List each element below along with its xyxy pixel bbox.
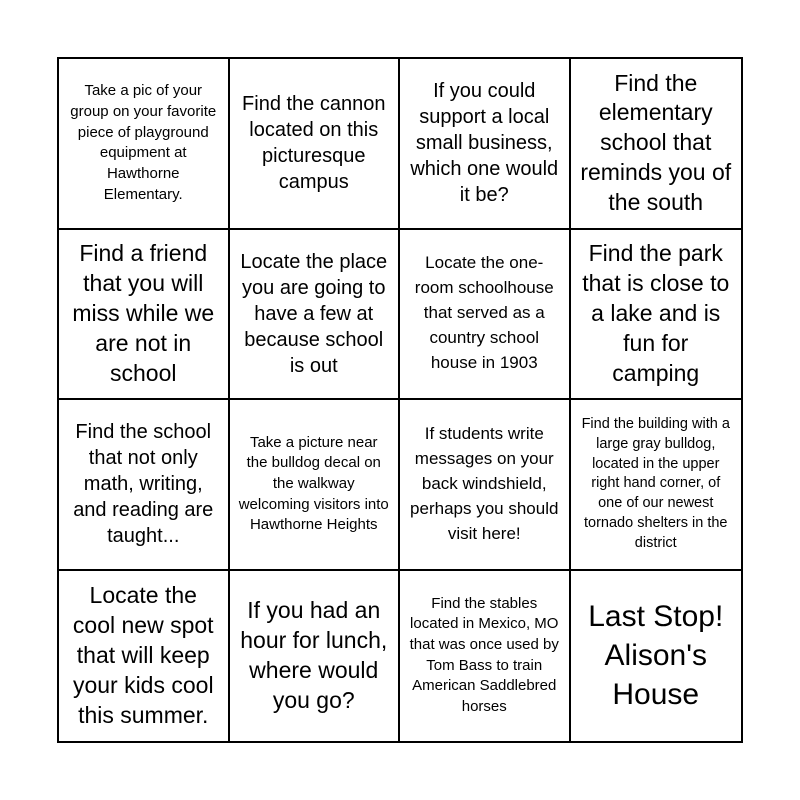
bingo-cell[interactable] bbox=[59, 571, 230, 742]
bingo-cell[interactable] bbox=[59, 59, 230, 230]
bingo-cell-text: Take a picture near the bulldog decal on the walkway welcoming visitors into Hawthorne Heights bbox=[238, 433, 389, 534]
bingo-cell[interactable] bbox=[230, 571, 401, 742]
bingo-board bbox=[57, 57, 743, 743]
bingo-cell-text: Find the cannon located on this picturesque campus bbox=[242, 93, 386, 194]
bingo-cell-text: Locate the cool new spot that will keep your kids cool this summer. bbox=[72, 582, 214, 728]
bingo-cell[interactable] bbox=[571, 230, 742, 401]
bingo-cell-text: Locate the one-room schoolhouse that served as a country school house in 1903 bbox=[414, 253, 554, 373]
bingo-cell-text: Find the building with a large gray bulldog, located in the upper right hand corner, of one of our newest tornado shelters in the district bbox=[581, 416, 730, 551]
bingo-cell[interactable] bbox=[400, 59, 571, 230]
bingo-cell-text: Find a friend that you will miss while we are not in school bbox=[72, 240, 215, 386]
bingo-cell[interactable] bbox=[400, 400, 571, 571]
bingo-cell[interactable] bbox=[571, 400, 742, 571]
bingo-cell-text: Find the park that is close to a lake and is fun for camping bbox=[582, 240, 730, 386]
bingo-cell[interactable] bbox=[400, 230, 571, 401]
bingo-cell[interactable] bbox=[571, 59, 742, 230]
bingo-cell-text: Find the stables located in Mexico, MO that was once used by Tom Bass to train American Saddlebred horses bbox=[409, 594, 559, 716]
bingo-cell[interactable] bbox=[400, 571, 571, 742]
bingo-cell-text: If students write messages on your back windshield, perhaps you should visit here! bbox=[410, 423, 559, 543]
bingo-cell-text: Take a pic of your group on your favorite piece of playground equipment at Hawthorne Elementary. bbox=[70, 82, 217, 203]
bingo-cell[interactable] bbox=[59, 400, 230, 571]
bingo-cell[interactable] bbox=[230, 59, 401, 230]
bingo-cell[interactable] bbox=[59, 230, 230, 401]
bingo-cell-text: Find the school that not only math, writing, and reading are taught... bbox=[73, 421, 214, 548]
bingo-cell[interactable] bbox=[230, 230, 401, 401]
bingo-cell-text: Last Stop! Alison's House bbox=[588, 600, 724, 712]
bingo-cell-text: If you had an hour for lunch, where would you go? bbox=[240, 596, 388, 713]
bingo-cell[interactable] bbox=[230, 400, 401, 571]
bingo-cell-text: Find the elementary school that reminds you of the south bbox=[580, 69, 732, 216]
bingo-cell-text: Locate the place you are going to have a few at because school is out bbox=[240, 250, 388, 377]
bingo-cell[interactable] bbox=[571, 571, 742, 742]
bingo-cell-text: If you could support a local small business, which one would it be? bbox=[410, 80, 559, 207]
